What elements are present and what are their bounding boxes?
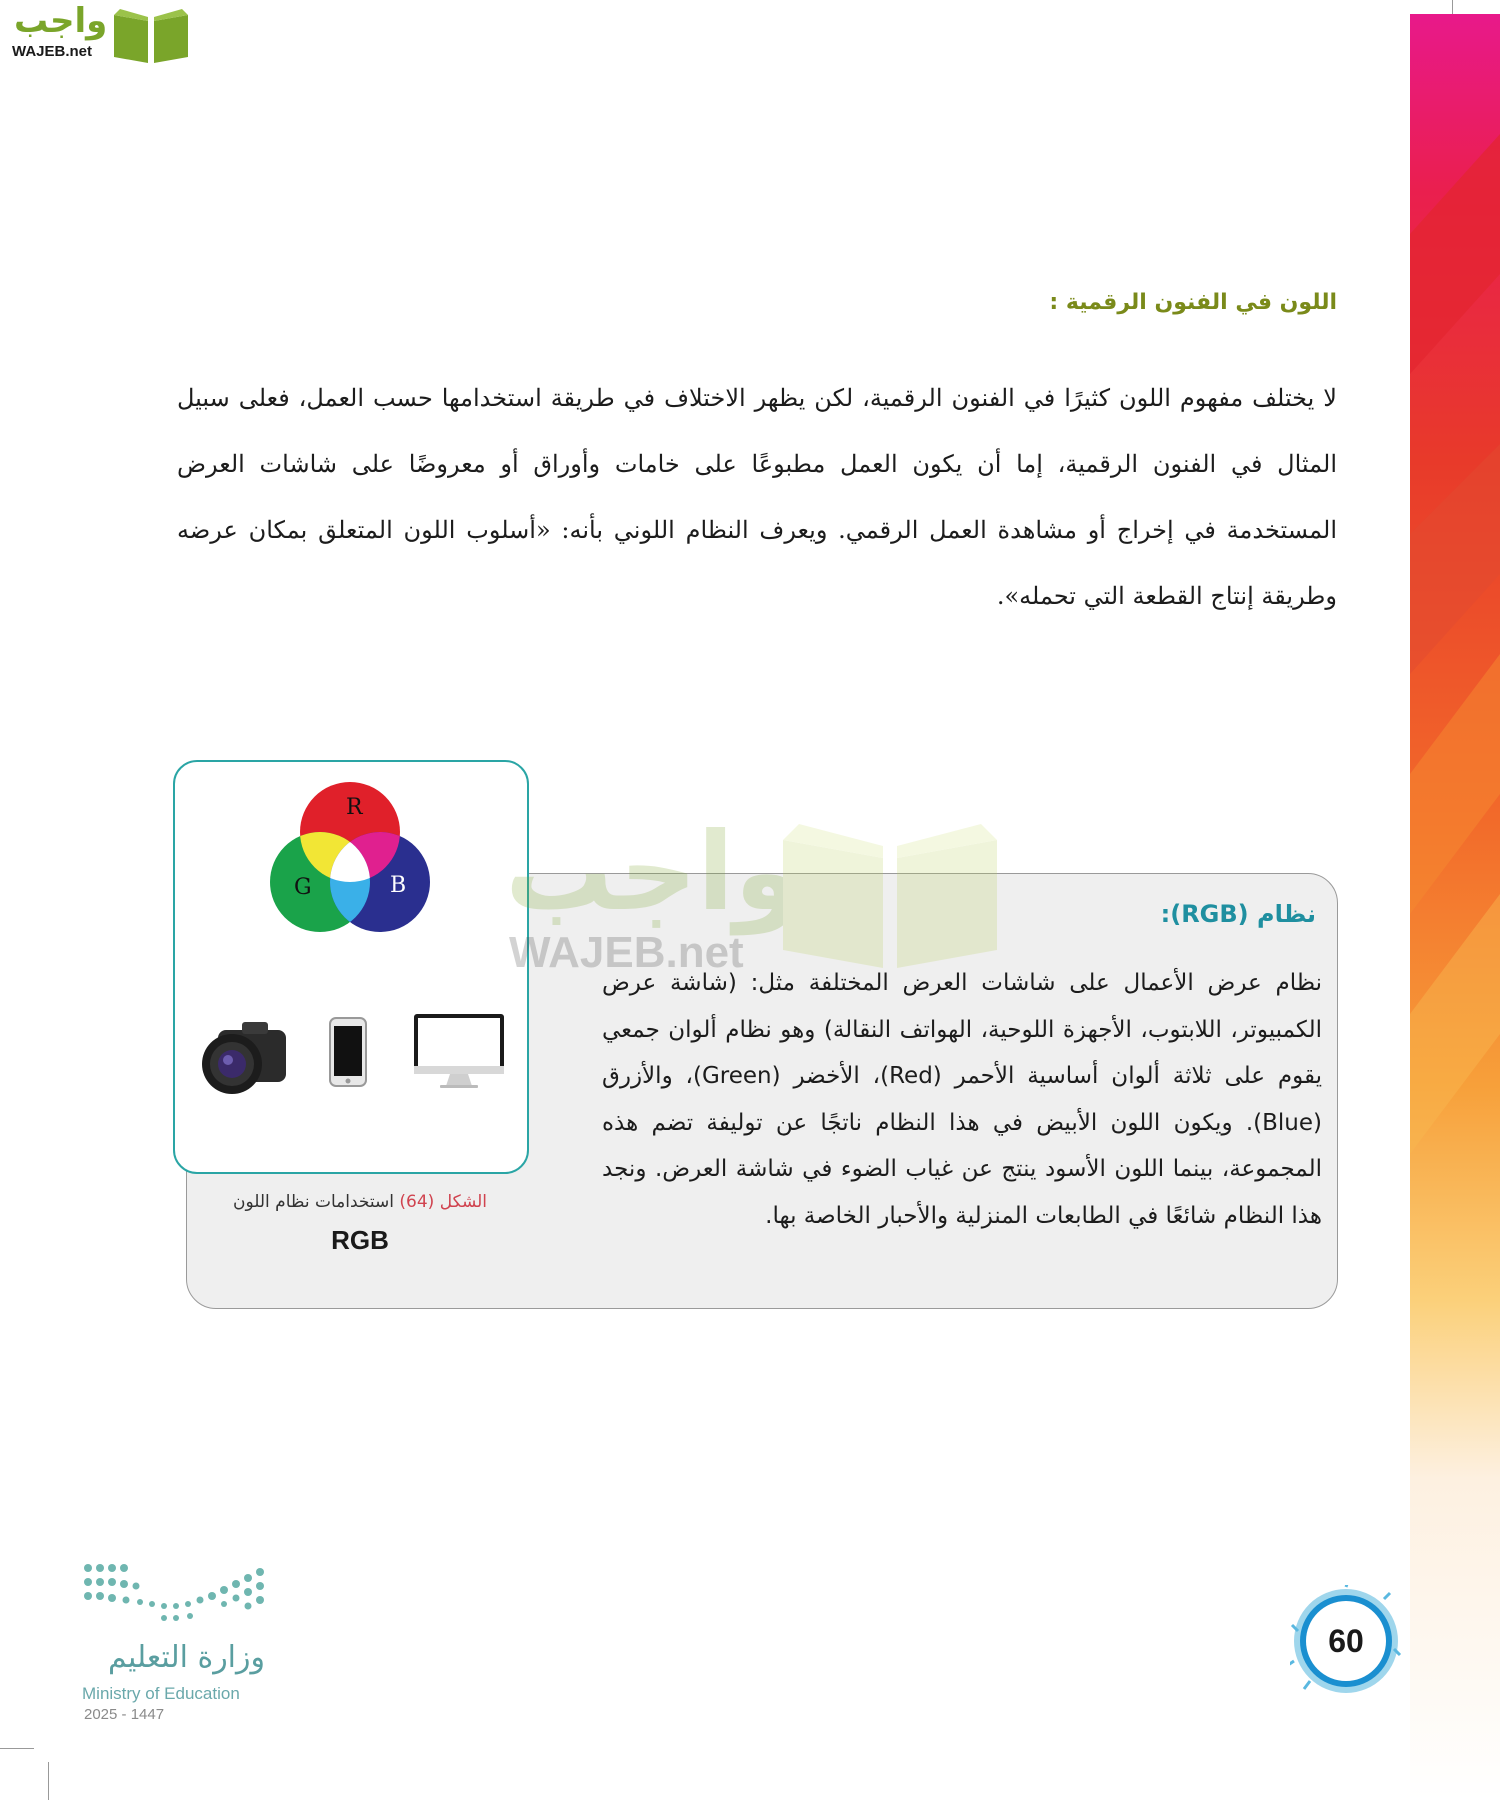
brand-logo[interactable] — [10, 1, 195, 65]
monitor-icon — [412, 1012, 506, 1090]
figure-caption-text: استخدامات نظام اللون — [232, 1192, 394, 1212]
book-icon — [110, 7, 192, 65]
brand-arabic-text: واجب — [14, 1, 108, 41]
figure-caption-label: الشكل (64) — [399, 1192, 488, 1212]
decorative-side-strip — [1410, 14, 1500, 1800]
ministry-arabic-text: وزارة التعليم — [107, 1640, 265, 1675]
rgb-info-text: نظام عرض الأعمال على شاشات العرض المختلفة مثل: (شاشة عرض الكمبيوتر، اللابتوب، الأجهزة اللوحية، الهواتف النقالة) وهو نظام ألوان جمعي يقوم على ثلاثة ألوان أساسية الأحمر (Red)، الأخضر (Green)، والأزرق (Blue). ويكون اللون الأبيض في هذا النظام ناتجًا عن توليفة تضم هذه المجموعة، بينما اللون الأسود ينتج عن غياب الضوء في شاشة العرض. ونجد هذا النظام شائعًا في الطابعات المنزلية والأحبار الخاصة بها. — [602, 970, 1322, 1229]
ministry-english-text: Ministry of Education — [82, 1684, 240, 1703]
section-heading: اللون في الفنون الرقمية : — [1049, 290, 1337, 315]
figure-caption-sub: RGB — [331, 1225, 389, 1255]
ministry-year-text: 2025 - 1447 — [84, 1706, 165, 1723]
watermark-latin: WAJEB.net — [509, 928, 744, 977]
ministry-dots-icon — [80, 1560, 270, 1630]
page-number: 60 — [1328, 1623, 1364, 1659]
intro-paragraph: لا يختلف مفهوم اللون كثيرًا في الفنون الرقمية، لكن يظهر الاختلاف في طريقة استخدامها حسب العمل، فعلى سبيل المثال في الفنون الرقمية، إما أن يكون العمل مطبوعًا على خامات وأوراق أو معروضًا على شاشات العرض المستخدمة في إخراج أو مشاهدة العمل الرقمي. ويعرف النظام اللوني بأنه: «أسلوب اللون المتعلق بمكان عرضه وطريقة إنتاج القطعة التي تحمله». — [177, 384, 1337, 610]
rgb-venn-diagram — [270, 782, 430, 932]
brand-latin-text: WAJEB.net — [12, 43, 93, 60]
camera-icon — [198, 1016, 294, 1100]
smartphone-icon — [328, 1016, 368, 1088]
venn-label-g: G — [294, 875, 312, 900]
page-number-badge — [1290, 1585, 1402, 1697]
crop-mark — [0, 1748, 34, 1749]
watermark-arabic: واجب — [505, 810, 802, 935]
ministry-logo — [80, 1560, 280, 1730]
crop-mark — [48, 1762, 49, 1800]
venn-label-b: B — [390, 873, 407, 898]
figure-caption — [200, 1192, 520, 1212]
venn-label-r: R — [346, 795, 363, 820]
rgb-info-title: نظام (RGB): — [1160, 900, 1316, 928]
